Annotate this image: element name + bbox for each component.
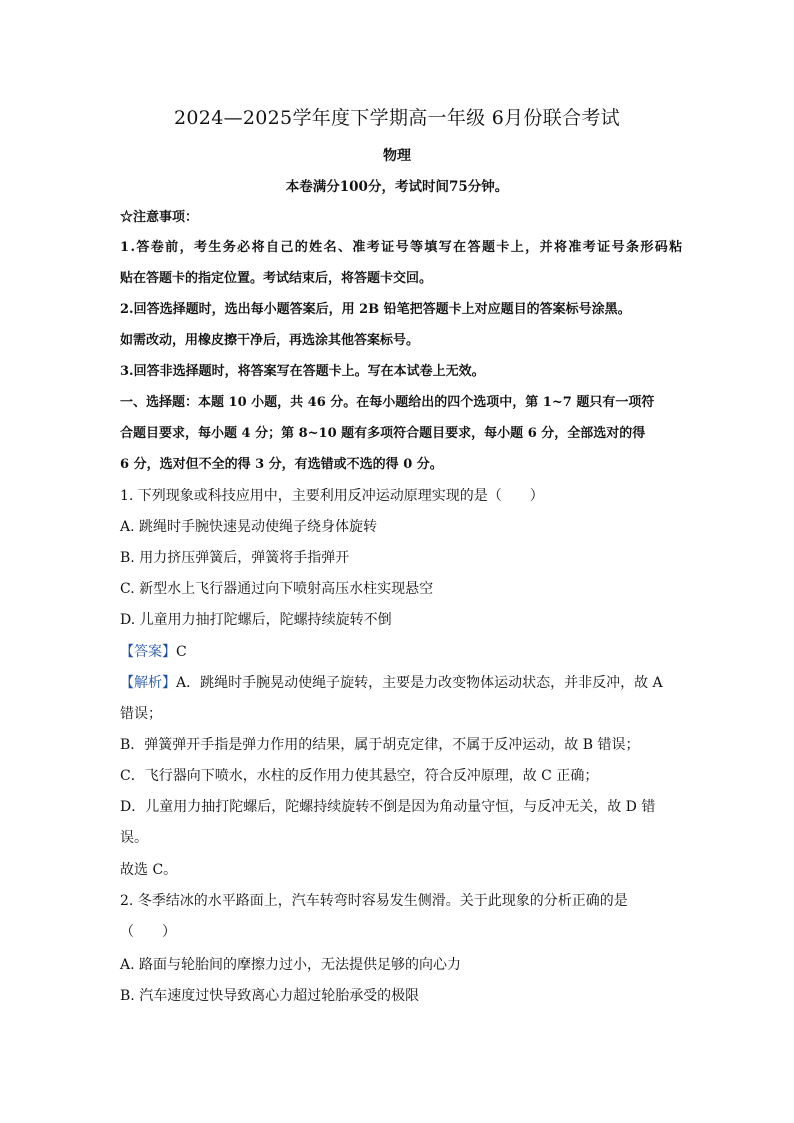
note-line: 2.回答选择题时，选出每小题答案后，用 2B 铅笔把答题卡上对应题目的答案标号涂黑。 (120, 302, 631, 317)
notes-heading: ☆注意事项： (120, 210, 199, 225)
question-2-stem: （ ） (120, 924, 176, 940)
exam-title: 2024—2025学年度下学期高一年级 6月份联合考试 (174, 107, 620, 129)
section-instructions: 一、选择题：本题 10 小题，共 46 分。在每小题给出的四个选项中，第 1~7 题只有一项符 (120, 395, 655, 410)
question-1-option-d: D. 儿童用力抽打陀螺后，陀螺持续旋转不倒 (120, 612, 392, 628)
question-1-option-b: B. 用力挤压弹簧后，弹簧将手指弹开 (120, 550, 350, 566)
analysis-line: 错误； (120, 706, 162, 722)
note-line: 如需改动，用橡皮擦干净后，再选涂其他答案标号。 (120, 333, 420, 348)
question-2-stem: 2. 冬季结冰的水平路面上，汽车转弯时容易发生侧滑。关于此现象的分析正确的是 (120, 893, 628, 909)
note-line: 3.回答非选择题时，将答案写在答题卡上。写在本试卷上无效。 (120, 364, 485, 379)
answer-value: C (176, 644, 187, 660)
section-instructions: 6 分，选对但不全的得 3 分，有选错或不选的得 0 分。 (120, 457, 443, 472)
question-2-option-a: A. 路面与轮胎间的摩擦力过小，无法提供足够的向心力 (120, 957, 462, 973)
analysis-line (120, 674, 663, 692)
analysis-line: D．儿童用力抽打陀螺后，陀螺持续旋转不倒是因为角动量守恒，与反冲无关，故 D 错 (120, 799, 656, 815)
analysis-line: C．飞行器向下喷水，水柱的反作用力使其悬空，符合反冲原理，故 C 正确； (120, 768, 599, 784)
note-line: 贴在答题卡的指定位置。考试结束后，将答题卡交回。 (120, 271, 433, 286)
question-1-option-c: C. 新型水上飞行器通过向下喷射高压水柱实现悬空 (120, 581, 434, 597)
analysis-tag: 【解析】 (120, 675, 176, 691)
analysis-line: 误。 (120, 830, 148, 846)
section-instructions: 合题目要求，每小题 4 分；第 8~10 题有多项符合题目要求，每小题 6 分，全部选对的得 (120, 426, 646, 441)
analysis-conclusion: 故选 C。 (120, 862, 178, 878)
note-line: 1.答卷前，考生务必将自己的姓名、准考证号等填写在答题卡上，并将准考证号条形码粘 (120, 240, 684, 255)
question-1-option-a: A. 跳绳时手腕快速晃动使绳子绕身体旋转 (120, 519, 378, 535)
question-2-option-b: B. 汽车速度过快导致离心力超过轮胎承受的极限 (120, 988, 420, 1004)
analysis-line: B．弹簧弹开手指是弹力作用的结果，属于胡克定律，不属于反冲运动，故 B 错误； (120, 737, 640, 753)
subject-label: 物理 (383, 148, 411, 164)
analysis-text: A．跳绳时手腕晃动使绳子旋转，主要是力改变物体运动状态，并非反冲，故 A (176, 675, 663, 691)
answer-line (120, 643, 187, 661)
exam-info: 本卷满分100分，考试时间75分钟。 (285, 179, 509, 195)
question-1-stem: 1. 下列现象或科技应用中，主要利用反冲运动原理实现的是（ ） (120, 488, 544, 504)
answer-tag: 【答案】 (120, 644, 176, 660)
